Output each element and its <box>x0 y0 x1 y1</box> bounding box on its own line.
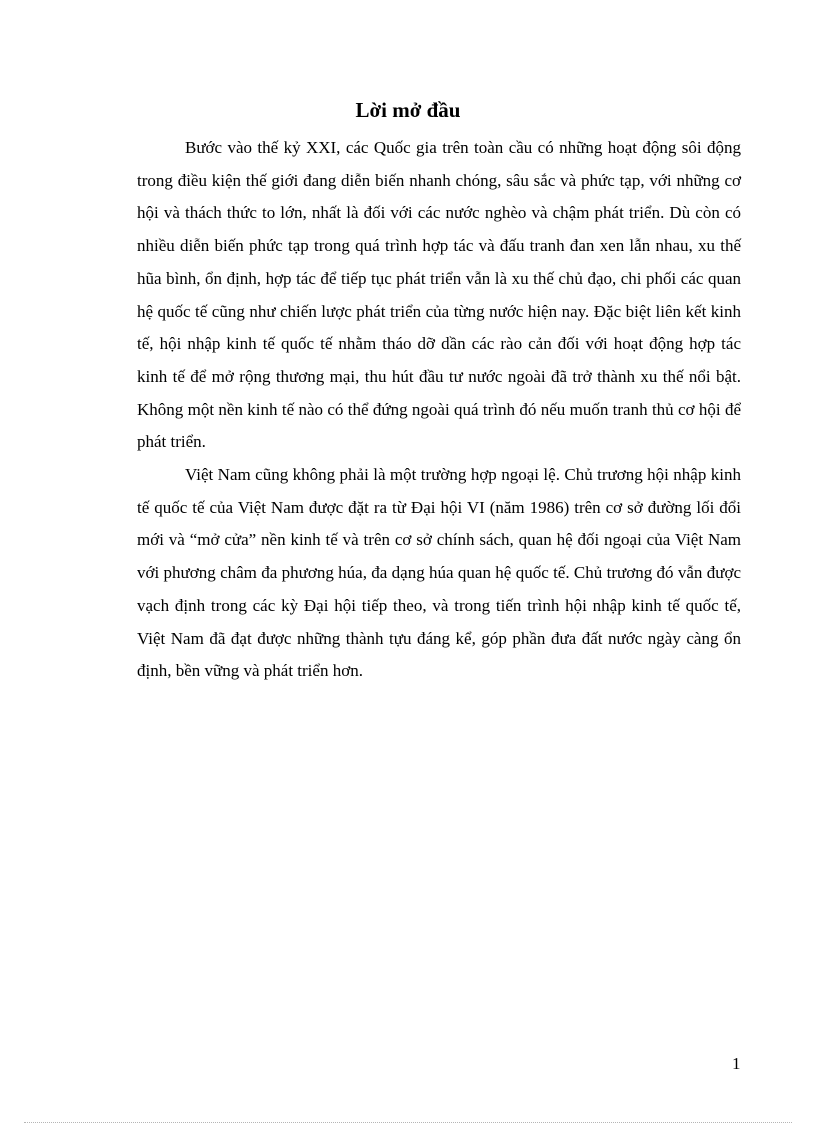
page-number: 1 <box>732 1054 741 1073</box>
paragraph-vietnam: Việt Nam cũng không phải là một trường hợp ngoại lệ. Chủ trương hội nhập kinh tế quốc tế của Việt Nam được đặt ra từ Đại hội VI (năm 1986) trên cơ sở đường lối đổi mới và “mở cửa” nền kinh tế và trên cơ sở chính sách, quan hệ đối ngoại của Việt Nam với phương châm đa phương húa, đa dạng húa quan hệ quốc tế. Chủ trương đó vẫn được vạch định trong các kỳ Đại hội tiếp theo, và trong tiến trình hội nhập kinh tế quốc tế, Việt Nam đã đạt được những thành tựu đáng kể, góp phần đưa đất nước ngày càng ổn định, bền vững và phát triển hơn. <box>137 465 741 681</box>
page-title: Lời mở đầu <box>355 98 461 122</box>
document-body <box>137 132 741 688</box>
paragraph-intro: Bước vào thế kỷ XXI, các Quốc gia trên toàn cầu có những hoạt động sôi động trong điều kiện thế giới đang diễn biến nhanh chóng, sâu sắc và phức tạp, với những cơ hội và thách thức to lớn, nhất là đối với các nước nghèo và chậm phát triển. Dù còn có nhiều diễn biến phức tạp trong quá trình hợp tác và đấu tranh đan xen lẫn nhau, xu thế hũa bình, ổn định, hợp tác để tiếp tục phát triển vẫn là xu thế chủ đạo, chi phối các quan hệ quốc tế cũng như chiến lược phát triển của từng nước hiện nay. Đặc biệt liên kết kinh tế, hội nhập kinh tế quốc tế nhằm tháo dỡ dần các rào cản đối với hoạt động hợp tác kinh tế để mở rộng thương mại, thu hút đầu tư nước ngoài đã trở thành xu thế nổi bật. Không một nền kinh tế nào có thể đứng ngoài quá trình đó nếu muốn tranh thủ cơ hội để phát triển. <box>137 138 741 452</box>
